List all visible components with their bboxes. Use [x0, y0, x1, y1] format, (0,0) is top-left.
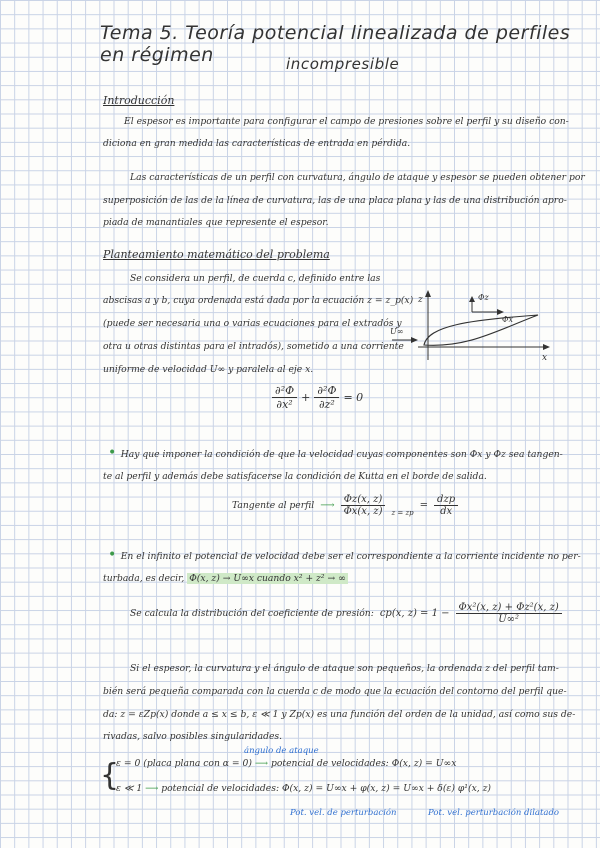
tangent-rhs-num: dzp: [434, 494, 458, 506]
bullet1-line2: te al perfil y además debe satisfacerse la condición de Kutta en el borde de salida.: [103, 471, 487, 482]
tangent-rhs-den: dx: [440, 506, 453, 517]
case2-condition: ε ≪ 1: [116, 783, 143, 794]
intro-heading: Introducción: [103, 94, 175, 107]
cp-equation: [130, 602, 562, 625]
tangent-fraction: [341, 494, 386, 517]
phi-z-arrow: [469, 296, 475, 302]
annot-angle-of-attack: ángulo de ataque: [244, 746, 319, 756]
case2: [116, 783, 491, 794]
tangent-subscript: z = zp: [391, 509, 414, 517]
cp-den: U∞²: [498, 614, 520, 625]
x-axis-arrow: [543, 344, 550, 350]
case1-condition: ε = 0 (placa plana con α = 0): [116, 758, 252, 769]
airfoil-diagram: [388, 282, 568, 372]
u-inf-label: U∞: [390, 327, 404, 336]
phi-z-label: Φz: [478, 293, 489, 302]
bullet-dot: •: [108, 445, 121, 461]
case2-result: potencial de velocidades: Φ(x, z) = U∞x + φ(x, z) = U∞x + δ(ε) φ¹(x, z): [161, 783, 492, 794]
tangent-arrow: ⟶: [320, 500, 335, 511]
cp-label: Se calcula la distribución del coeficiente de presión:: [130, 608, 374, 619]
laplace-plus: +: [301, 391, 311, 404]
bullet2-text2: turbada, es decir,: [103, 573, 185, 584]
page-title: Tema 5. Teoría potencial linealizada de perfiles en régimen: [100, 22, 571, 66]
bullet1-line1: [108, 442, 563, 466]
freestream-arrow: [411, 337, 418, 343]
case1: [116, 758, 456, 769]
case1-arrow: ⟶: [254, 758, 271, 769]
bullet2-line1: [108, 544, 581, 568]
bullet-dot: •: [108, 547, 121, 563]
x-label: x: [542, 353, 548, 363]
annot-perturbation-dilated: Pot. vel. perturbación dilatado: [428, 808, 560, 818]
tangent-equals: =: [419, 500, 429, 511]
tangent-label: Tangente al perfil: [232, 500, 315, 511]
tangent-condition: [232, 494, 458, 517]
laplace-den-z: ∂z²: [318, 398, 335, 411]
problem-line1: Se considera un perfil, de cuerda c, definido entre las: [130, 273, 381, 284]
z-label: z: [418, 295, 423, 305]
z-axis-arrow: [425, 290, 431, 297]
bullet2-line2: [103, 567, 348, 590]
laplace-term-x: [272, 384, 297, 411]
cp-lhs: cp(x, z) = 1 −: [379, 608, 450, 619]
laplace-num-x: ∂²Φ: [272, 384, 297, 398]
problem-line4: otra u otras distintas para el intradós), sometido a una corriente: [103, 341, 404, 352]
small-line3: da: z = εZp(x) donde a ≤ x ≤ b, ε ≪ 1 y Zp(x) es una función del orden de la unidad, así como sus de-: [103, 709, 576, 720]
tangent-rhs: [434, 494, 458, 517]
intro-p1-line1: El espesor es importante para configurar el campo de presiones sobre el perfil y su diseño con-: [124, 116, 569, 127]
cp-num: Φx²(x, z) + Φz²(x, z): [456, 602, 562, 614]
cp-fraction: [456, 602, 562, 625]
laplace-den-x: ∂x²: [276, 398, 293, 411]
cases-brace: {: [100, 758, 120, 793]
problem-line3: (puede ser necesaria una o varias ecuaciones para el extradós y: [103, 318, 402, 329]
page-title-line2: incompresible: [286, 55, 400, 73]
case1-result: potencial de velocidades: Φ(x, z) = U∞x: [270, 758, 457, 769]
infinity-condition: Φ(x, z) → U∞x cuando x² + z² → ∞: [189, 573, 346, 584]
problem-line5: uniforme de velocidad U∞ y paralela al eje x.: [103, 364, 314, 375]
laplace-equals: = 0: [343, 391, 364, 404]
problem-line2: abscisas a y b, cuya ordenada está dada por la ecuación z = z_p(x): [103, 295, 414, 306]
small-line2: bién será pequeña comparada con la cuerda c de modo que la ecuación del contorno del perfil que-: [103, 686, 567, 697]
intro-p1-line2: diciona en gran medida las características de entrada en pérdida.: [103, 138, 411, 149]
small-line1: Si el espesor, la curvatura y el ángulo de ataque son pequeños, la ordenada z del perfil tam-: [130, 663, 559, 674]
laplace-term-z: [314, 384, 339, 411]
small-line4: rivadas, salvo posibles singularidades.: [103, 731, 283, 742]
airfoil-shape: [424, 315, 538, 345]
bullet1-text1: Hay que imponer la condición de que la velocidad cuyas componentes son Φx y Φz sea tangen-: [120, 449, 563, 460]
intro-p2-line3: piada de manantiales que represente el espesor.: [103, 217, 329, 228]
tangent-den: Φx(x, z): [343, 506, 383, 517]
problem-heading: Planteamiento matemático del problema: [103, 248, 330, 261]
intro-p2-line1: Las características de un perfil con curvatura, ángulo de ataque y espesor se pueden obtener por: [130, 172, 585, 183]
annot-perturbation: Pot. vel. de perturbación: [290, 808, 397, 818]
laplace-num-z: ∂²Φ: [314, 384, 339, 398]
case2-arrow: ⟶: [145, 783, 162, 794]
intro-p2-line2: superposición de las de la línea de curvatura, las de una placa plana y las de una distribución apro-: [103, 195, 567, 206]
phi-x-label: Φx: [502, 315, 514, 324]
laplace-equation: [272, 384, 363, 411]
tangent-num: Φz(x, z): [341, 494, 386, 506]
bullet2-text1: En el infinito el potencial de velocidad debe ser el correspondiente a la corriente incidente no per-: [120, 551, 581, 562]
